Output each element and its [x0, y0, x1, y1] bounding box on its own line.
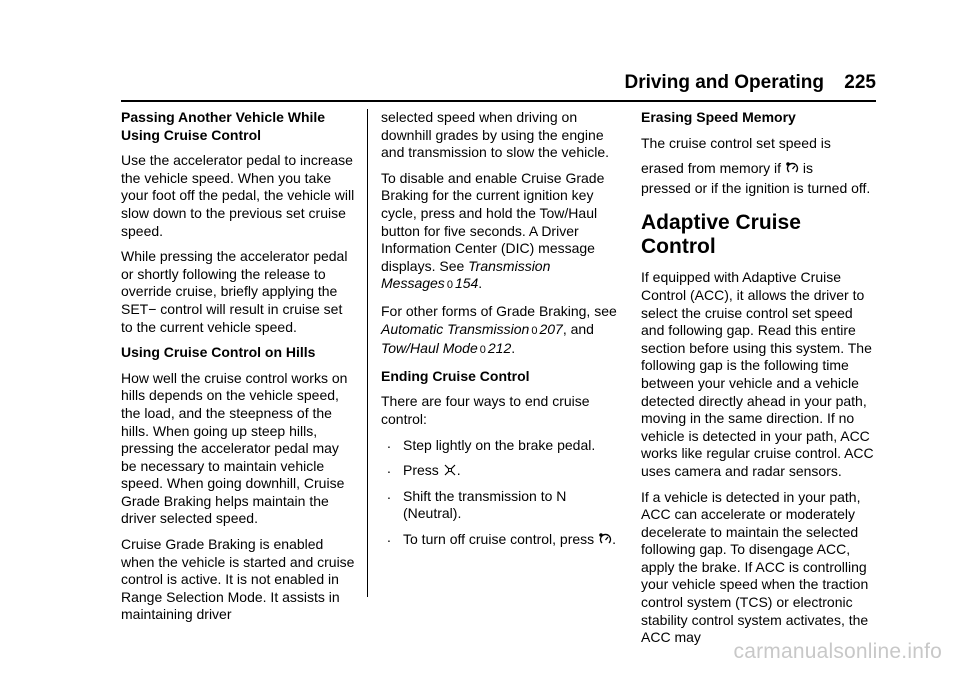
column-2 [381, 109, 617, 556]
column-divider [367, 109, 368, 597]
heading-erasing: Erasing Speed Memory [641, 109, 796, 125]
heading-hills: Using Cruise Control on Hills [121, 344, 316, 361]
cancel-icon [443, 463, 457, 477]
link-automatic-transmission[interactable]: Automatic Transmission 0 207 [381, 320, 563, 337]
paragraph-continued: selected speed when driving on downhill grades by using the engine and transmission to slow the vehicle. [381, 109, 609, 161]
section-title: Driving and Operating [624, 72, 824, 93]
link-transmission-messages[interactable]: Transmission Messages 0 154 [381, 257, 551, 292]
list-item: . To turn off cruise control, press . [381, 531, 617, 549]
link-tow-haul-mode[interactable]: Tow/Haul Mode 0 212 [381, 340, 512, 357]
cruise-control-icon [785, 161, 799, 175]
paragraph-hills-2: Cruise Grade Braking is enabled when the vehicle is started and cruise control is active. It is not enabled in Range Selection Mode. It assists in maintaining driver [121, 536, 355, 623]
page-header [121, 70, 876, 100]
column-1 [121, 109, 357, 632]
paragraph-ending: There are four ways to end cruise control: [381, 393, 590, 427]
watermark: carmanualsonline.info [733, 640, 942, 663]
heading-ending: Ending Cruise Control [381, 367, 530, 384]
paragraph-acc-1: If equipped with Adaptive Cruise Control (ACC), it allows the driver to select the cruise control set speed and following gap. Read this entire section before using this system. The following gap is the following time between your vehicle and a vehicle detected directly ahead in your path, moving in the same direction. If no vehicle is detected in your path, ACC works like regular cruise control. ACC uses camera and radar sensors. [641, 269, 874, 479]
paragraph-disable: To disable and enable Cruise Grade Braking for the current ignition key cycle, press and hold the Tow/Haul button for five seconds. A Driver Information Center (DIC) message displays. See Transmission Messages 0 154. [381, 169, 605, 292]
list-item: . Shift the transmission to N (Neutral). [381, 488, 617, 523]
cruise-control-icon [598, 532, 612, 546]
paragraph-passing-2: While pressing the accelerator pedal or shortly following the release to override cruise, briefly applying the SET− control will result in cruise set to the current vehicle speed. [121, 248, 348, 335]
paragraph-passing-1: Use the accelerator pedal to increase the vehicle speed. When you take your foot off the pedal, the vehicle will slow down to the previous set cruise speed. [121, 152, 355, 239]
heading-passing: Passing Another Vehicle While Using Cruise Control [121, 109, 326, 143]
list-item: . Press . [381, 462, 617, 480]
heading-adaptive-cruise: Adaptive Cruise Control [641, 211, 801, 259]
ending-list [381, 437, 617, 549]
page-ref-arrow: 0 [479, 344, 486, 357]
paragraph-erasing-1: The cruise control set speed is [641, 134, 831, 151]
page-number: 225 [844, 72, 876, 93]
disable-text: To disable and enable Cruise Grade Braking for the current ignition key cycle, press and hold the Tow/Haul button for five seconds. A Driver Information Center (DIC) message displays. See [381, 169, 605, 274]
page-ref-arrow: 0 [531, 324, 538, 337]
paragraph-other: For other forms of Grade Braking, see Automatic Transmission 0 207, and Tow/Haul Mode 0 212. [381, 302, 617, 357]
paragraph-hills-1: How well the cruise control works on hills depends on the vehicle speed, the load, and the steepness of the hills. When going up steep hills, pressing the accelerator pedal may be necessary to maintain vehicle speed. When going downhill, Cruise Grade Braking helps maintain the driver selected speed. [121, 369, 348, 527]
header-rule [121, 100, 876, 102]
paragraph-acc-2: If a vehicle is detected in your path, ACC can accelerate or moderately decelerate to maintain the selected following gap. To disengage ACC, apply the brake. If ACC is controlling your vehicle speed when the traction control system (TCS) or electronic stability control system activates, the ACC may [641, 488, 869, 646]
list-item: . Step lightly on the brake pedal. [381, 437, 617, 455]
column-3 [641, 109, 877, 655]
paragraph-erasing-3: pressed or if the ignition is turned off. [641, 179, 871, 196]
paragraph-erasing-2: erased from memory if is [641, 160, 813, 177]
page-ref-arrow: 0 [446, 279, 453, 292]
